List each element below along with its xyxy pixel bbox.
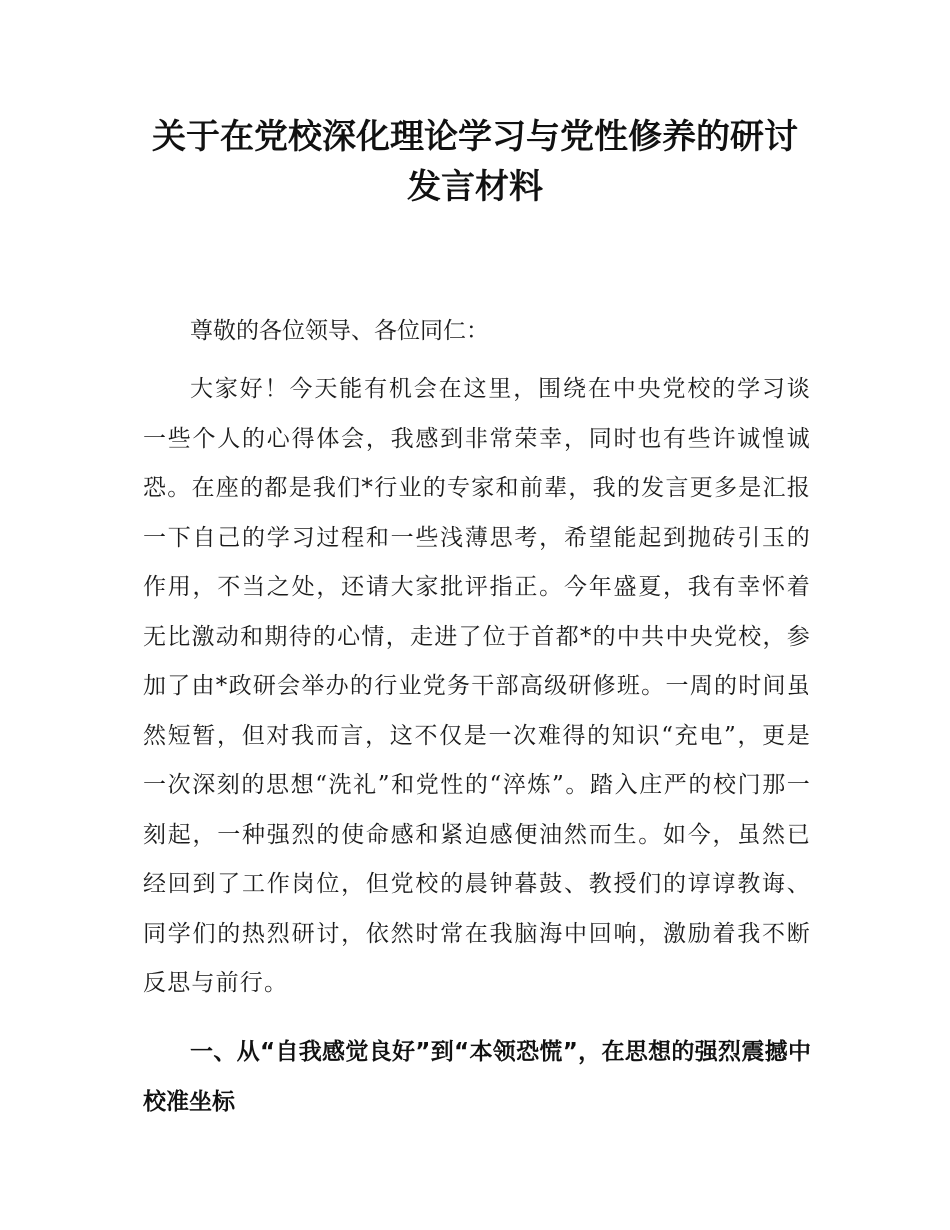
document-title bbox=[0, 112, 950, 212]
paragraph-1: 大家好！今天能有机会在这里，围绕在中央党校的学习谈一些个人的心得体会，我感到非常荣幸，同时也有些许诚惶诚恐。在座的都是我们*行业的专家和前辈，我的发言更多是汇报一下自己的学习过程和一些浅薄思考，希望能起到抛砖引玉的作用，不当之处，还请大家批评指正。今年盛夏，我有幸怀着无比激动和期待的心情，走进了位于首都*的中共中央党校，参加了由*政研会举办的行业党务干部高级研修班。一周的时间虽然短暂，但对我而言，这不仅是一次难得的知识“充电”，更是一次深刻的思想“洗礼”和党性的“淬炼”。踏入庄严的校门那一刻起，一种强烈的使命感和紧迫感便油然而生。如今，虽然已经回到了工作岗位，但党校的晨钟暮鼓、教授们的谆谆教诲、同学们的热烈研讨，依然时常在我脑海中回响，激励着我不断反思与前行。 bbox=[143, 376, 811, 996]
title-line-2: 发言材料 bbox=[407, 167, 543, 207]
section-heading-1: 一、从“自我感觉良好”到“本领恐慌”，在思想的强烈震撼中校准坐标 bbox=[143, 1039, 811, 1115]
title-line-1: 关于在党校深化理论学习与党性修养的研讨 bbox=[152, 117, 798, 157]
salutation: 尊敬的各位领导、各位同仁： bbox=[190, 318, 489, 344]
